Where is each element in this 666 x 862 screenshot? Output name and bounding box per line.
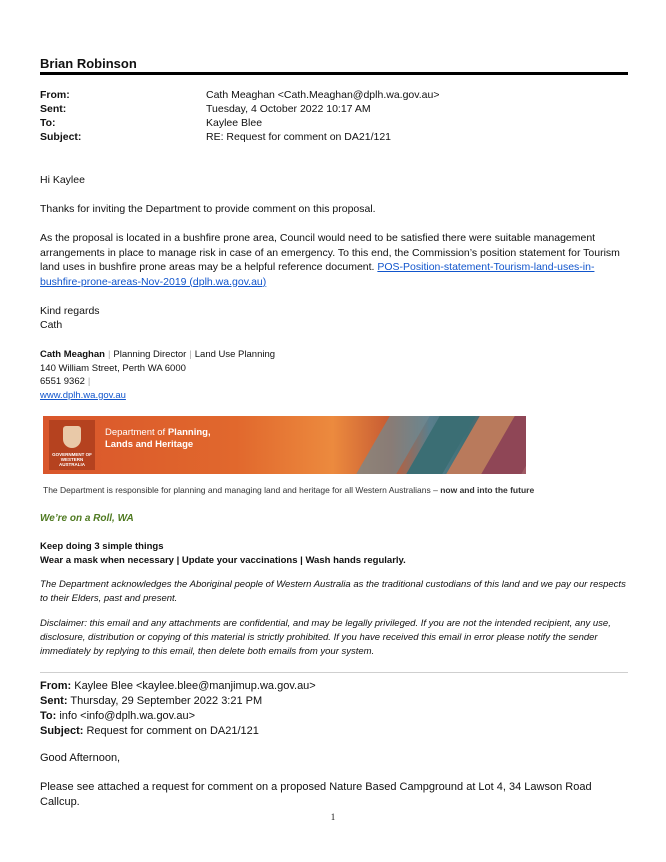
page-number: 1 <box>330 812 336 822</box>
from-value: Cath Meaghan <Cath.Meaghan@dplh.wa.gov.au> <box>206 89 440 101</box>
tagline-bold: now and into the future <box>440 485 535 495</box>
dept-line-1a: Department of <box>105 427 168 438</box>
document-title: Brian Robinson <box>40 56 137 71</box>
original-paragraph: Please see attached a request for comment on a proposed Nature Based Campground at Lot 4, 34 Lawson Road Callcup. <box>40 781 592 808</box>
from-label: From: <box>40 89 70 101</box>
banner-tagline <box>43 485 534 495</box>
signature-block <box>40 348 275 402</box>
covid-line-1: Keep doing 3 simple things <box>40 541 164 552</box>
closing-kind-regards: Kind regards <box>40 305 100 317</box>
to-value: Kaylee Blee <box>206 117 263 129</box>
orig-subject-label: Subject: <box>40 725 84 737</box>
sent-value: Tuesday, 4 October 2022 10:17 AM <box>206 103 371 115</box>
dept-line-1b: Planning, <box>167 427 211 438</box>
separator: | <box>107 349 111 360</box>
crest-line-1: GOVERNMENT OF <box>52 452 92 457</box>
acknowledgement: The Department acknowledges the Aboriginal people of Western Australia as the traditional custodians of this land and we pay our respects to their Elders, past and present. <box>40 579 626 604</box>
signature-role: Planning Director <box>113 349 187 360</box>
separator: | <box>189 349 192 360</box>
original-greeting: Good Afternoon, <box>40 752 121 764</box>
position-statement-link[interactable]: POS-Position-statement-Tourism-land-uses-in-bushfire-prone-areas-Nov-2019 (dplh.wa.gov.au) <box>40 261 595 288</box>
original-message-header <box>40 679 316 739</box>
body-paragraph-2-text: As the proposal is located in a bushfire prone area, Council would need to be satisfied there were suitable management arrangements in place to manage risk in case of an emergency. To this end, the Commission’s position statement for Tourism land uses in bushfire prone areas may be a helpful reference document. <box>40 232 620 273</box>
crest-line-2: WESTERN AUSTRALIA <box>59 457 85 467</box>
roll-slogan: We’re on a Roll, WA <box>40 513 134 524</box>
orig-to-value: info <info@dplh.wa.gov.au> <box>56 710 196 722</box>
crest-shield <box>63 426 81 448</box>
sent-label: Sent: <box>40 103 67 115</box>
orig-sent-value: Thursday, 29 September 2022 3:21 PM <box>67 695 263 707</box>
greeting: Hi Kaylee <box>40 174 85 186</box>
covid-message <box>40 540 406 568</box>
covid-line-2: Wear a mask when necessary | Update your vaccinations | Wash hands regularly. <box>40 555 406 566</box>
signature-address: 140 William Street, Perth WA 6000 <box>40 362 186 374</box>
to-label: To: <box>40 117 56 129</box>
department-banner <box>43 416 526 474</box>
tagline-text: The Department is responsible for planning and managing land and heritage for all Western Australians – <box>43 485 441 495</box>
signature-phone: 6551 9362 <box>40 376 85 387</box>
orig-subject-value: Request for comment on DA21/121 <box>83 725 259 737</box>
message-separator <box>40 672 628 673</box>
body-paragraph-2 <box>40 231 628 289</box>
website-link[interactable]: www.dplh.wa.gov.au <box>40 389 126 401</box>
orig-to-label: To: <box>40 710 57 722</box>
orig-from-label: From: <box>40 680 72 692</box>
orig-sent-label: Sent: <box>40 695 68 707</box>
signature-unit: Land Use Planning <box>194 349 276 360</box>
disclaimer: Disclaimer: this email and any attachments are confidential, and may be legally privileged. If you are not the intended recipient, any use, disclosure, distribution or copying of this material is strictly prohibited. If you have received this email in error please notify the sender immediately by replying to this email, then delete both emails from your system. <box>40 618 611 657</box>
dept-line-2: Lands and Heritage <box>105 439 194 450</box>
wa-government-crest-icon <box>49 420 95 470</box>
department-name <box>105 427 211 451</box>
crest-text <box>49 452 95 467</box>
separator: | <box>87 376 91 387</box>
signature-name: Cath Meaghan <box>40 349 105 360</box>
subject-label: Subject: <box>40 131 82 143</box>
body-paragraph-1: Thanks for inviting the Department to provide comment on this proposal. <box>40 203 376 215</box>
subject-value: RE: Request for comment on DA21/121 <box>206 131 392 143</box>
closing-name: Cath <box>40 319 63 331</box>
title-rule <box>40 72 628 75</box>
orig-from-value: Kaylee Blee <kaylee.blee@manjimup.wa.gov.au> <box>71 680 316 692</box>
